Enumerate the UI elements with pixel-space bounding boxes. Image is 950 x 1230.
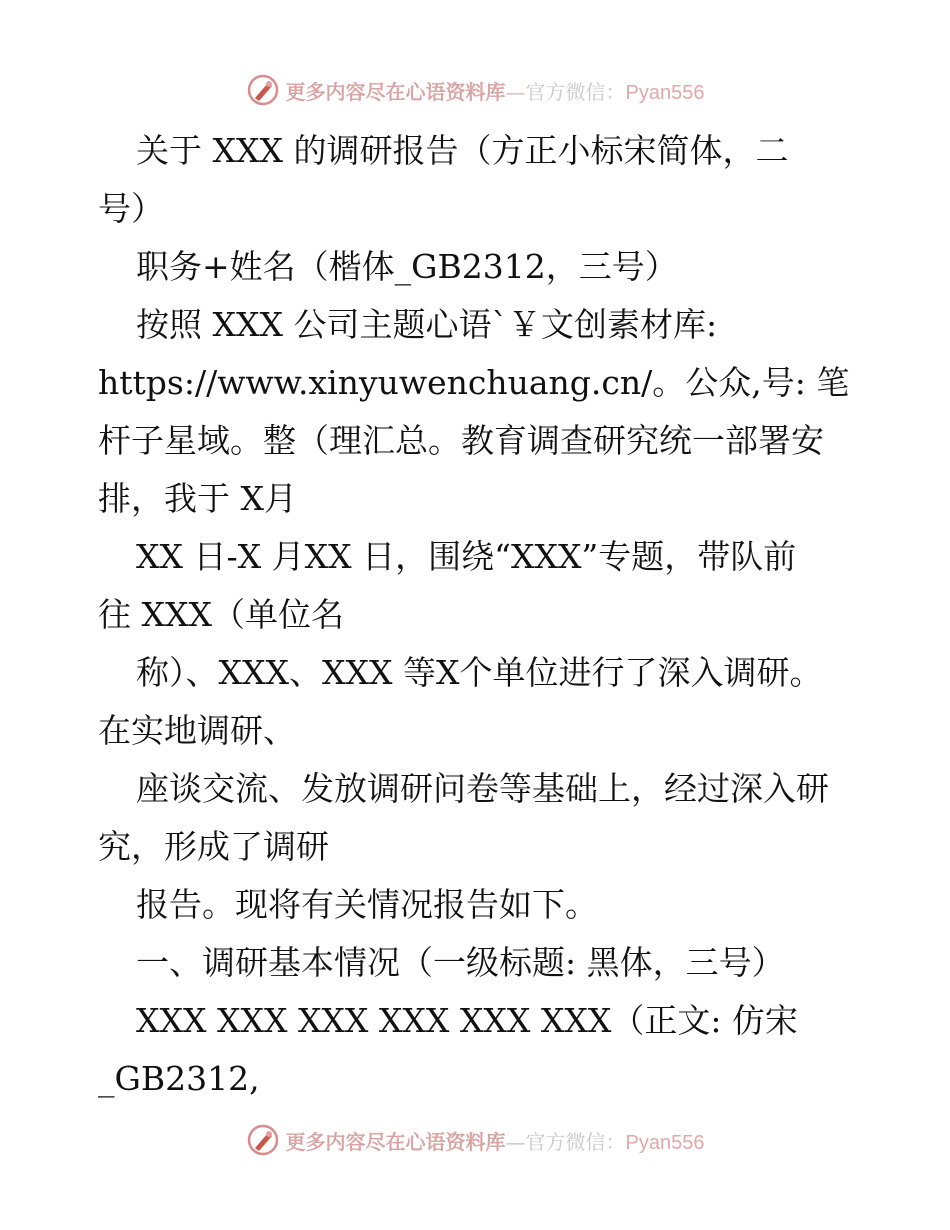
text-line: 往 XXX（单位名 (98, 595, 344, 634)
text-line: 究，形成了调研 (98, 827, 329, 866)
text-line: 职务+姓名（楷体_GB2312，三号） (136, 247, 678, 286)
text-line: 杆子星域。整（理汇总。教育调查研究统一部署安 (98, 421, 824, 460)
banner-wx-label: 官方微信： (525, 1129, 626, 1154)
banner-inner (246, 1123, 705, 1157)
banner-separator: — (505, 79, 526, 104)
banner-main-text: 更多内容尽在心语资料库 (285, 1129, 506, 1154)
header-watermark-banner (0, 70, 950, 110)
banner-wx-id: Pyan556 (625, 1131, 705, 1154)
text-line: 一、调研基本情况（一级标题: 黑体，三号） (136, 943, 785, 982)
text-line: 关于 XXX 的调研报告（方正小标宋简体，二 (136, 131, 789, 170)
text-line: XXX XXX XXX XXX XXX XXX（正文: 仿宋 (136, 1001, 798, 1040)
text-line: 排，我于 X月 (98, 479, 297, 518)
banner-wx-label: 官方微信： (525, 79, 626, 104)
banner-inner (246, 73, 705, 107)
banner-text (286, 76, 705, 105)
text-line: 按照 XXX 公司主题心语`￥文创素材库: (136, 305, 718, 344)
text-line: XX 日-X 月XX 日，围绕“XXX”专题，带队前 (136, 537, 797, 576)
text-line: 号） (98, 189, 164, 228)
pen-logo-icon (246, 1123, 280, 1157)
document-body (98, 122, 858, 1108)
banner-wx-id: Pyan556 (625, 81, 705, 104)
footer-watermark-banner (0, 1120, 950, 1160)
banner-separator: — (505, 1129, 526, 1154)
pen-logo-icon (246, 73, 280, 107)
banner-text (286, 1126, 705, 1155)
text-line: 报告。现将有关情况报告如下。 (136, 885, 598, 924)
text-line: 称）、XXX、XXX 等X个单位进行了深入调研。 (136, 653, 823, 692)
text-line: https://www.xinyuwenchuang.cn/。公众,号: 笔 (98, 363, 850, 402)
text-line: _GB2312, (98, 1059, 260, 1098)
text-line: 在实地调研、 (98, 711, 296, 750)
banner-main-text: 更多内容尽在心语资料库 (285, 79, 506, 104)
text-line: 座谈交流、发放调研问卷等基础上，经过深入研 (136, 769, 829, 808)
